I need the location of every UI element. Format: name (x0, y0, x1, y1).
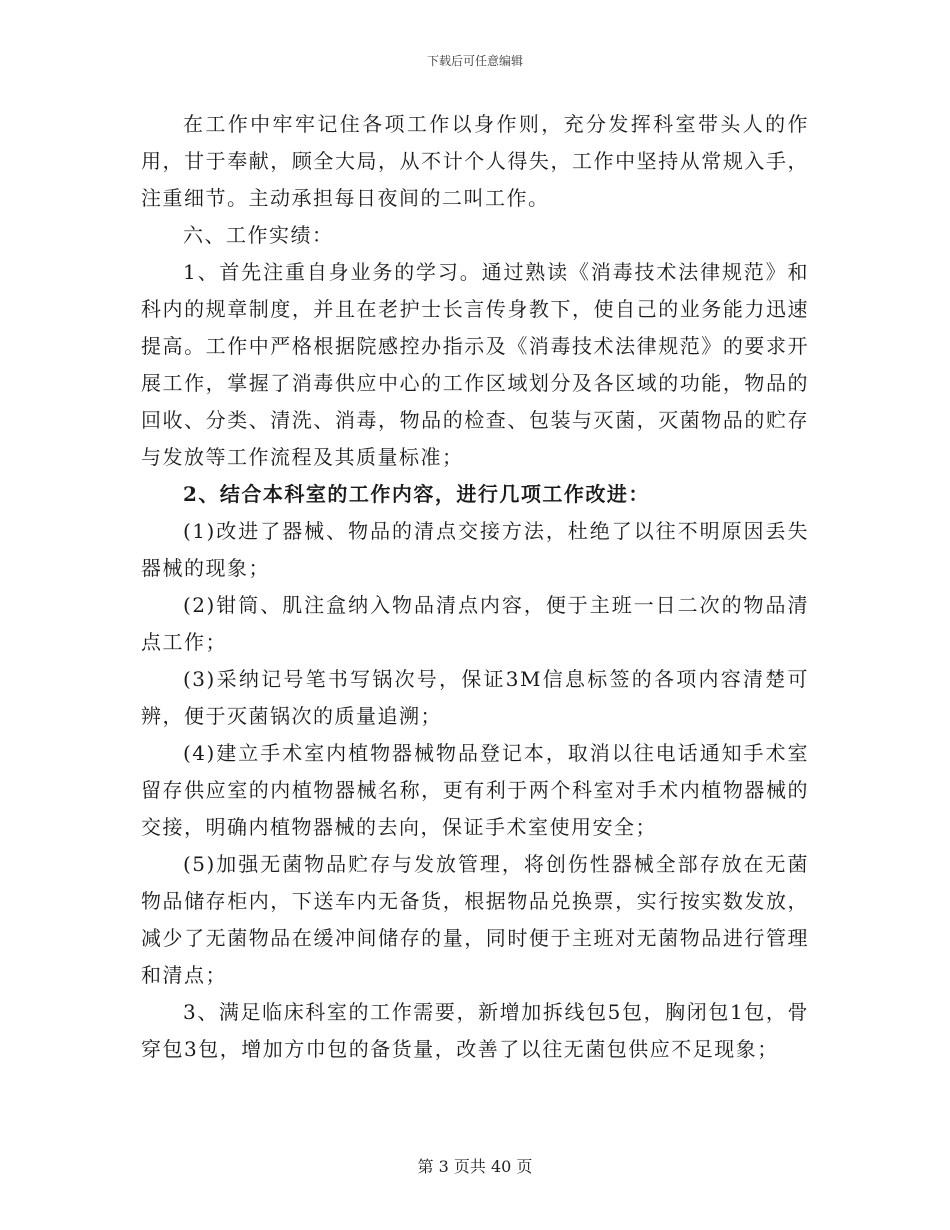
document-body (141, 106, 809, 1068)
list-item-improvement-2: (2)钳筒、肌注盒纳入物品清点内容，便于主班一日二次的物品清点工作； (141, 593, 809, 654)
list-item-improvement-1: (1)改进了器械、物品的清点交接方法，杜绝了以往不明原因丢失器械的现象； (141, 519, 809, 580)
section-heading-achievements: 六、工作实绩： (183, 223, 334, 247)
paragraph-study: 1、首先注重自身业务的学习。通过熟读《消毒技术法律规范》和科内的规章制度，并且在老护士长言传身教下，使自己的业务能力迅速提高。工作中严格根据院感控办指示及《消毒技术法律规范》的要求开展工作，掌握了消毒供应中心的工作区域划分及各区域的功能，物品的回收、分类、清洗、消毒，物品的检查、包装与灭菌，灭菌物品的贮存与发放等工作流程及其质量标准； (141, 260, 809, 469)
list-item-improvement-5: (5)加强无菌物品贮存与发放管理，将创伤性器械全部存放在无菌物品储存柜内，下送车内无备货，根据物品兑换票，实行按实数发放，减少了无菌物品在缓冲间储存的量，同时便于主班对无菌物品进行管理和清点； (141, 852, 809, 987)
paragraph-clinical-needs: 3、满足临床科室的工作需要，新增加拆线包5包，胸闭包1包，骨穿包3包，增加方巾包的备货量，改善了以往无菌包供应不足现象； (141, 1000, 809, 1061)
page-header-note: 下载后可任意编辑 (426, 54, 523, 68)
subheading-improvements: 2、结合本科室的工作内容，进行几项工作改进： (183, 482, 650, 506)
list-item-improvement-3: (3)采纳记号笔书写锅次号，保证3M信息标签的各项内容清楚可辨，便于灭菌锅次的质量追溯； (141, 667, 809, 728)
page-number: 第 3 页共 40 页 (417, 1157, 533, 1176)
list-item-improvement-4: (4)建立手术室内植物器械物品登记本，取消以往电话通知手术室留存供应室的内植物器械名称，更有利于两个科室对手术内植物器械的交接，明确内植物器械的去向，保证手术室使用安全； (141, 741, 809, 839)
paragraph-role-model: 在工作中牢牢记住各项工作以身作则，充分发挥科室带头人的作用，甘于奉献，顾全大局，从不计个人得失，工作中坚持从常规入手，注重细节。主动承担每日夜间的二叫工作。 (141, 112, 809, 210)
